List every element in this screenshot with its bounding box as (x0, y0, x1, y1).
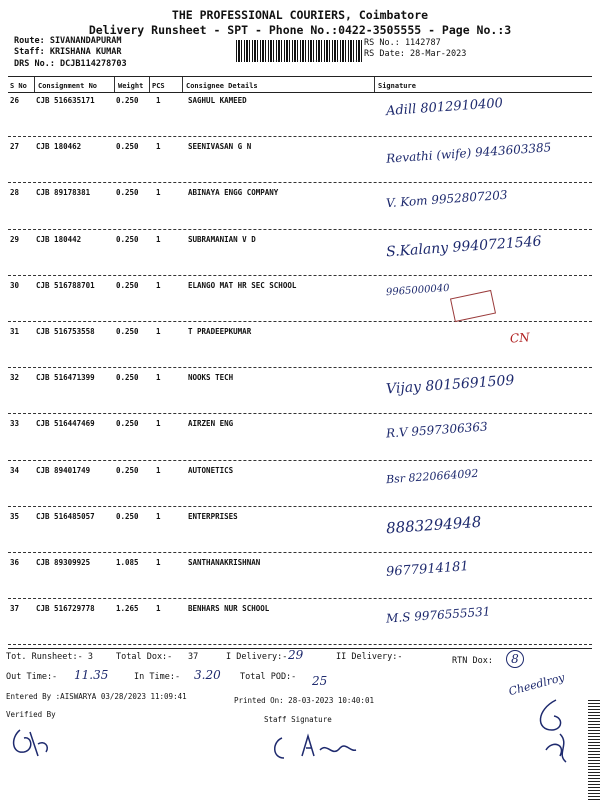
row-consignee: SEENIVASAN G N (188, 142, 252, 152)
col-weight: Weight (118, 82, 144, 90)
row-consignment-no: CJB 180442 (36, 234, 82, 244)
row-separator (8, 644, 592, 645)
company-title: THE PROFESSIONAL COURIERS, Coimbatore (171, 8, 429, 22)
row-consignee: NOOKS TECH (188, 373, 234, 383)
row-consignment-no: CJB 89309925 (36, 558, 91, 567)
row-separator (8, 506, 592, 507)
col-divider (149, 77, 150, 92)
row-pcs: 1 (156, 327, 161, 336)
row-signature: CN (509, 330, 531, 346)
row-signature: M.S 9976555531 (385, 604, 491, 626)
row-consignee: SAGHUL KAMEED (188, 96, 247, 105)
row-consignee: AUTONETICS (188, 465, 234, 475)
row-consignment-no: CJB 516447469 (36, 419, 95, 429)
rs-date: RS Date: 28-Mar-2023 (364, 49, 467, 59)
row-consignment-no: CJB 89401749 (36, 465, 91, 475)
row-sno: 28 (10, 188, 20, 198)
row-signature: Adill 8012910400 (385, 95, 504, 120)
printed-on: Printed On: 28-03-2023 10:40:01 (234, 696, 374, 705)
row-sno: 30 (10, 280, 20, 290)
side-signature: Cheedlroy (507, 670, 566, 699)
row-consignee: SANTHANAKRISHNAN (188, 558, 261, 567)
row-pcs: 1 (156, 465, 161, 475)
row-pcs: 1 (156, 96, 161, 105)
row-weight: 0.250 (116, 142, 139, 152)
row-pcs: 1 (156, 142, 161, 152)
row-consignee: ELANGO MAT HR SEC SCHOOL (188, 280, 297, 290)
rtn-dox-label: RTN Dox: (452, 656, 493, 666)
rtn-dox-value: 8 (506, 650, 524, 668)
row-sno: 35 (10, 511, 20, 521)
row-separator (8, 460, 592, 461)
row-pcs: 1 (156, 511, 161, 521)
row-separator (8, 367, 592, 368)
row-pcs: 1 (156, 188, 161, 198)
receipt-stamp (450, 290, 496, 322)
row-signature: Vijay 8015691509 (385, 372, 515, 398)
row-weight: 0.250 (116, 188, 139, 198)
ii-delivery-label: II Delivery:- (336, 652, 403, 662)
i-delivery-label: I Delivery:- (226, 652, 288, 662)
row-signature: R.V 9597306363 (385, 419, 489, 441)
row-pcs: 1 (156, 558, 161, 567)
scan-edge (588, 700, 600, 800)
row-signature: 8883294948 (385, 512, 482, 538)
col-divider (114, 77, 115, 92)
row-signature: 9965000040 (385, 282, 450, 299)
runsheet-subtitle: Delivery Runsheet - SPT - Phone No.:0422-3505555 - Page No.:3 (88, 23, 512, 37)
col-pcs: PCS (152, 82, 165, 90)
entered-by: Entered By :AISWARYA 03/28/2023 11:09:41 (6, 692, 187, 701)
tot-runsheet: Tot. Runsheet:- 3 (6, 652, 93, 662)
col-signature: Signature (378, 82, 416, 90)
row-consignment-no: CJB 516635171 (36, 96, 95, 105)
barcode (236, 40, 364, 62)
row-sno: 29 (10, 234, 20, 244)
col-divider (182, 77, 183, 92)
total-pod-label: Total POD:- (240, 672, 297, 682)
row-consignment-no: CJB 516753558 (36, 327, 95, 336)
col-consignment: Consignment No (38, 82, 98, 90)
row-sno: 33 (10, 419, 20, 429)
row-signature: V. Kom 9952807203 (385, 188, 508, 211)
route-label: Route: SIVANANDAPURAM (14, 36, 122, 46)
row-weight: 0.250 (116, 465, 139, 475)
row-weight: 0.250 (116, 419, 139, 429)
row-sno: 31 (10, 327, 20, 336)
col-divider (374, 77, 375, 92)
total-dox-value: 37 (188, 652, 199, 662)
row-consignee: BENHARS NUR SCHOOL (188, 604, 270, 614)
row-separator (8, 136, 592, 137)
row-consignee: SUBRAMANIAN V D (188, 234, 256, 244)
row-consignment-no: CJB 516788701 (36, 280, 95, 290)
row-sno: 37 (10, 604, 20, 614)
row-weight: 0.250 (116, 327, 139, 336)
row-consignment-no: CJB 89178381 (36, 188, 91, 198)
row-weight: 0.250 (116, 511, 139, 521)
row-separator (8, 598, 592, 599)
in-time-value: 3.20 (194, 668, 221, 682)
col-sno: S No (10, 82, 27, 90)
verified-by-label: Verified By (6, 710, 56, 719)
row-sno: 32 (10, 373, 20, 383)
row-weight: 0.250 (116, 280, 139, 290)
row-weight: 0.250 (116, 373, 139, 383)
row-weight: 1.085 (116, 558, 139, 567)
row-separator (8, 275, 592, 276)
row-consignee: T PRADEEPKUMAR (188, 327, 252, 336)
row-separator (8, 413, 592, 414)
total-pod-value: 25 (312, 674, 328, 688)
row-separator (8, 229, 592, 230)
out-time-label: Out Time:- (6, 672, 58, 682)
row-signature: Revathi (wife) 9443603385 (385, 140, 552, 166)
drs-number: DRS No.: DCJB114278703 (14, 59, 127, 69)
row-consignee: ABINAYA ENGG COMPANY (188, 188, 279, 198)
row-pcs: 1 (156, 234, 161, 244)
row-sno: 34 (10, 465, 20, 475)
row-consignee: AIRZEN ENG (188, 419, 234, 429)
col-divider (34, 77, 35, 92)
row-sno: 27 (10, 142, 20, 152)
in-time-label: In Time:- (134, 672, 181, 682)
row-consignment-no: CJB 516485057 (36, 511, 95, 521)
row-pcs: 1 (156, 373, 161, 383)
row-consignment-no: CJB 516729778 (36, 604, 95, 614)
staff-signature-label: Staff Signature (264, 715, 332, 724)
row-consignment-no: CJB 516471399 (36, 373, 95, 383)
total-dox-label: Total Dox:- (116, 652, 173, 662)
row-pcs: 1 (156, 419, 161, 429)
verifier-signature-scribble (8, 722, 58, 762)
header-top-rule (8, 76, 592, 77)
row-consignment-no: CJB 180462 (36, 142, 82, 152)
row-pcs: 1 (156, 280, 161, 290)
row-signature: S.Kalany 9940721546 (385, 233, 542, 261)
rs-number: RS No.: 1142787 (364, 38, 441, 48)
staff-signature-scribble (268, 728, 358, 768)
col-consignee: Consignee Details (186, 82, 258, 90)
row-separator (8, 552, 592, 553)
row-weight: 1.265 (116, 604, 139, 614)
row-separator (8, 182, 592, 183)
out-time-value: 11.35 (74, 668, 109, 682)
row-separator (8, 321, 592, 322)
row-consignee: ENTERPRISES (188, 511, 238, 521)
row-signature: 9677914181 (385, 559, 470, 580)
row-weight: 0.250 (116, 96, 139, 105)
row-weight: 0.250 (116, 234, 139, 244)
staff-label: Staff: KRISHANA KUMAR (14, 47, 122, 57)
i-delivery-value: 29 (288, 648, 304, 662)
side-scribble (526, 690, 586, 770)
row-sno: 26 (10, 96, 20, 105)
row-pcs: 1 (156, 604, 161, 614)
header-bottom-rule (8, 92, 592, 93)
row-sno: 36 (10, 558, 20, 567)
row-signature: Bsr 8220664092 (385, 466, 479, 486)
